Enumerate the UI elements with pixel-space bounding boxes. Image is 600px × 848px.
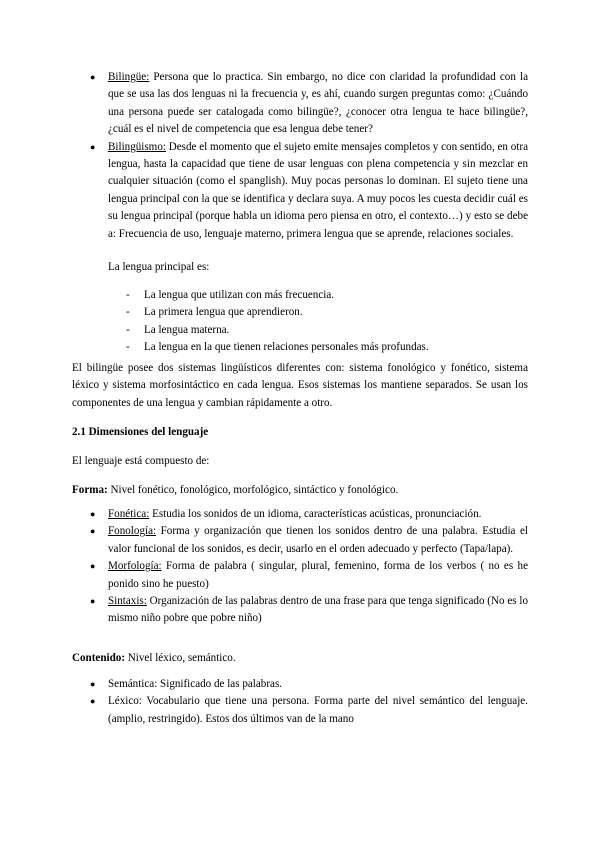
term-bilingue: Bilingüe: [108,71,150,83]
term-fonologia: Fonología: [108,525,157,538]
bullet-icon: ● [90,72,96,82]
bullet-icon: ● [90,509,96,519]
language-composition-intro: El lenguaje está compuesto de: [72,455,210,467]
section-heading: 2.1 Dimensiones del lenguaje [72,426,209,438]
forma-label: Forma: [72,484,108,496]
bilingual-systems-paragraph: El bilingüe posee dos sistemas lingüísticos diferentes con: sistema fonológico y fonético, sistema léxico y sistema morfosintáctico en cada lengua. Esos sistemas los mantiene separados. Se usan los componentes de una lengua y cambian rápidamente a otro. [72,362,528,409]
definition-morfologia: Forma de palabra ( singular, plural, femenino, forma de los verbos ( no es he ponido sino he puesto) [108,560,528,590]
term-fonetica: Fonética: [108,508,150,520]
contenido-line [72,650,236,667]
contenido-label: Contenido: [72,652,126,664]
bullet-icon: ● [90,679,96,689]
list-item [90,676,528,693]
principal-language-list [126,287,526,357]
list-item-text: La lengua que utilizan con más frecuencia. [144,289,335,301]
contenido-list [90,676,528,728]
list-item [90,593,528,628]
definition-semantica: Semántica: Significado de las palabras. [108,678,283,690]
definition-fonetica: Estudia los sonidos de un idioma, características acústicas, pronunciación. [149,508,482,520]
definition-sintaxis: Organización de las palabras dentro de una frase para que tenga significado (No es lo mismo niño pobre que pobre niño) [108,595,528,625]
principal-language-intro: La lengua principal es: [108,261,210,273]
forma-line [72,482,398,499]
term-morfologia: Morfología: [108,560,162,573]
term-bilinguismo: Bilingüismo: [108,140,166,153]
contenido-text: Nivel léxico, semántico. [125,652,236,664]
list-item [90,69,528,139]
dash-icon: - [126,289,130,301]
dash-icon: - [126,323,130,336]
list-item [126,322,526,339]
list-item-text: La lengua en la que tienen relaciones personales más profundas. [144,341,429,354]
list-item [90,693,528,728]
dash-icon: - [126,306,130,319]
forma-list [90,506,528,628]
definition-bilinguismo: Desde el momento que el sujeto emite mensajes completos y con sentido, en otra lengua, hasta la capacidad que tiene de usar lenguas con plena competencia y sin mezclar en cualquier situación (como el spanglish). Muy pocas personas lo dominan. El sujeto tiene una lengua principal con la que se identifica y declara suya. A muy pocos les cuesta decidir cuál es su lengua principal (porque habla un idioma pero piensa en otro, el contexto…) y esto se debe a: Frecuencia de uso, lenguaje materno, primera lengua que se aprende, relaciones sociales. [108,140,528,240]
term-sintaxis: Sintaxis: [108,595,147,608]
definition-lexico: Léxico: Vocabulario que tiene una persona. Forma parte del nivel semántico del lenguaje. (amplio, restringido). Estos dos últimos van de la mano [108,695,528,725]
bullet-icon: ● [90,526,96,537]
list-item [126,287,526,304]
list-item [126,339,526,356]
list-item [90,506,528,523]
bullet-icon: ● [90,141,96,152]
bullet-icon: ● [90,561,96,572]
forma-text: Nivel fonético, fonológico, morfológico, sintáctico y fonológico. [107,484,399,496]
list-item [90,523,528,558]
list-item-text: La lengua materna. [144,323,230,336]
list-item [90,139,528,243]
definition-bilingue: Persona que lo practica. Sin embargo, no dice con claridad la profundidad con la que se usa las dos lenguas ni la frecuencia y, es ahí, cuando surgen preguntas como: ¿Cuándo una persona puede ser catalogada como bilingüe?, ¿conocer otra lengua te hace bilingüe?, ¿cuál es el nivel de competencia que esa lengua debe tener? [108,71,528,136]
list-item-text: La primera lengua que aprendieron. [144,306,303,319]
definition-fonologia: Forma y organización que tienen los sonidos dentro de una palabra. Estudia el valor funcional de los sonidos, es decir, usarlo en el orden adecuado y perfecto (Tapa/lapa). [108,525,528,555]
list-item [90,558,528,593]
bullet-icon: ● [90,696,96,707]
list-item [126,304,526,321]
dash-icon: - [126,341,130,354]
bullet-icon: ● [90,596,96,607]
bilingual-definitions-list [90,69,528,243]
